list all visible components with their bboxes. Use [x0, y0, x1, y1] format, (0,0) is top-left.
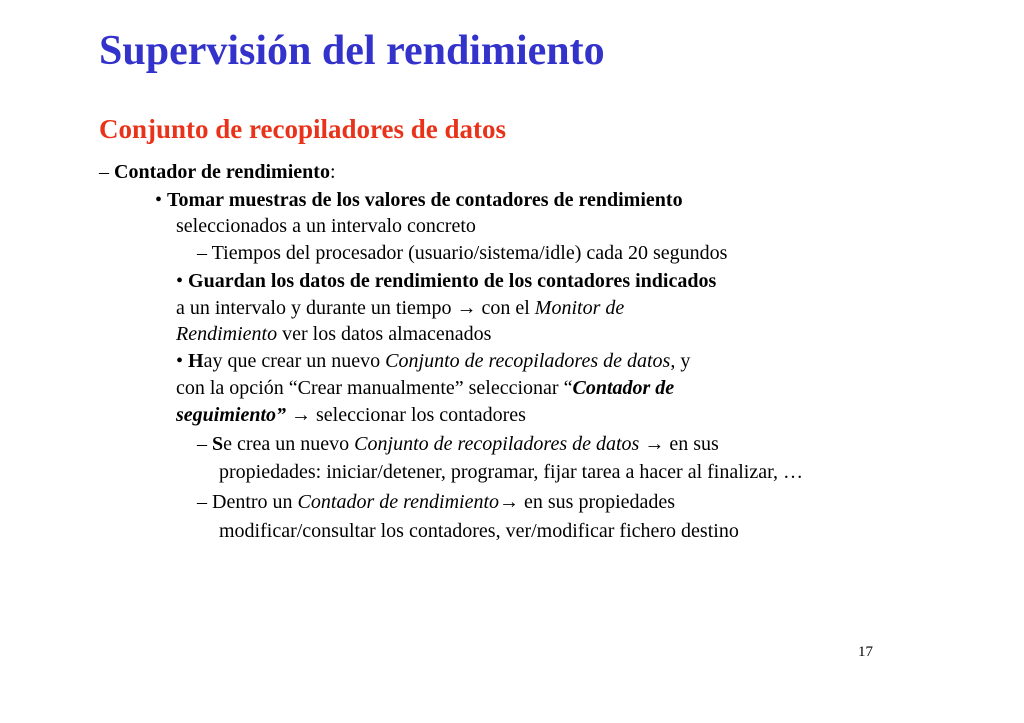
rendimiento-word: Rendimiento — [176, 323, 278, 345]
guardar-cont-text: a un intervalo y durante un tiempo → con el — [176, 297, 530, 319]
dash-marker: – — [99, 161, 109, 183]
dentro-text: – Dentro un — [197, 491, 293, 513]
contador-de-bold-italic: Contador de — [572, 377, 675, 399]
open-quote: “ — [563, 377, 573, 399]
modificar-line: modificar/consultar los contadores, ver/modificar fichero destino — [219, 520, 739, 542]
arrow: → — [291, 404, 312, 426]
bullet-line-tomar — [155, 188, 683, 212]
monitor-de-text: Monitor de — [534, 297, 625, 319]
bullet-marker: • — [155, 189, 163, 211]
hay-text: ay que crear un nuevo — [203, 350, 381, 372]
seguimiento-bold-italic: seguimiento” — [176, 404, 287, 426]
hay-tail: y — [680, 350, 691, 372]
contador-heading-line — [99, 160, 336, 184]
se-dash: – — [197, 433, 212, 455]
seguimiento-line — [176, 403, 526, 427]
opcion-line — [176, 376, 674, 400]
slide-title: Supervisión del rendimiento — [99, 28, 605, 74]
se-initial: S — [212, 433, 224, 455]
guardar-continuation-2 — [176, 322, 491, 346]
contador-rendimiento-italic: Contador de rendimiento — [297, 491, 500, 513]
bullet-line-guardar — [176, 269, 716, 293]
tomar-text: Tomar muestras de los valores de contadores de rendimiento — [167, 189, 683, 211]
colon: : — [329, 161, 336, 183]
seleccionar-text: seleccionar los contadores — [316, 404, 526, 426]
tomar-continuation: seleccionados a un intervalo concreto — [176, 215, 476, 237]
comma: , — [670, 350, 676, 372]
arrow: → — [499, 491, 520, 513]
guardar-text: Guardan los datos de rendimiento de los contadores indicados — [188, 270, 717, 292]
bullet-line-hay — [176, 349, 690, 373]
conjunto-italic: Conjunto de recopiladores de datos — [385, 350, 671, 372]
tiempos-line: – Tiempos del procesador (usuario/sistema/idle) cada 20 segundos — [197, 242, 728, 264]
propiedades-line: propiedades: iniciar/detener, programar, fijar tarea a hacer al finalizar, … — [219, 461, 803, 483]
arrow: → — [644, 433, 665, 455]
page-number: 17 — [858, 644, 873, 660]
ver-datos-text: ver los datos almacenados — [282, 323, 492, 345]
bullet-marker: • — [176, 270, 184, 292]
se-crea-line — [197, 432, 719, 456]
section-heading: Conjunto de recopiladores de datos — [99, 114, 507, 144]
guardar-continuation-1 — [176, 296, 624, 320]
contador-label: Contador de rendimiento — [114, 161, 330, 183]
en-sus-propiedades-text: en sus propiedades — [524, 491, 676, 513]
bullet-marker: • — [176, 350, 184, 372]
en-sus-text: en sus — [669, 433, 719, 455]
hay-initial: H — [188, 350, 204, 372]
se-text: e crea un nuevo — [223, 433, 350, 455]
opcion-text: con la opción “Crear manualmente” seleccionar — [176, 377, 559, 399]
conjunto-italic-2: Conjunto de recopiladores de datos — [354, 433, 640, 455]
dentro-line — [197, 490, 675, 514]
